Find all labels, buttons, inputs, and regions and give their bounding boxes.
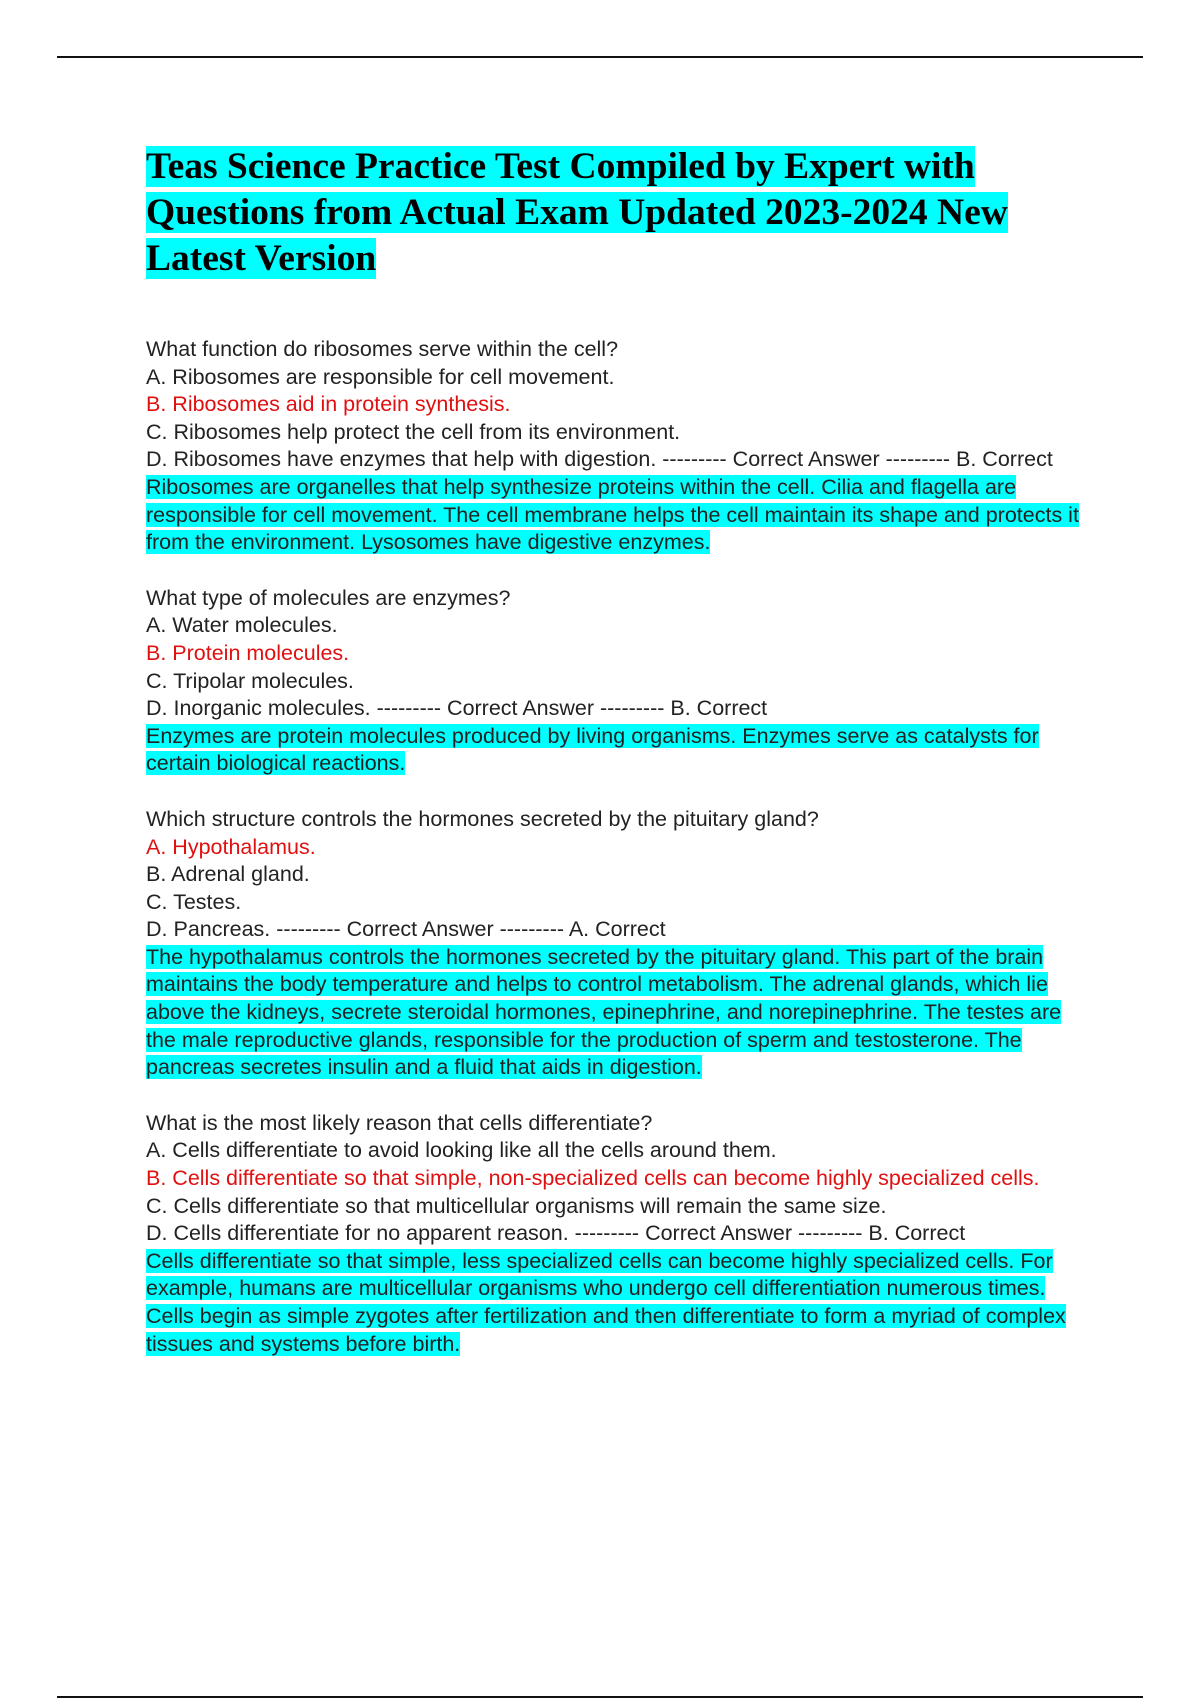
question-text: What function do ribosomes serve within the cell? — [146, 337, 619, 361]
document-page — [146, 144, 1094, 1358]
option-c: C. Testes. — [146, 889, 242, 914]
option-d-with-answer: D. Pancreas. --------- Correct Answer --------- A. Correct — [146, 917, 666, 942]
question-block-2 — [146, 585, 1094, 778]
explanation — [146, 474, 1094, 557]
option-d-with-answer: D. Cells differentiate for no apparent reason. --------- Correct Answer --------- B. Correct — [146, 1221, 966, 1246]
explanation — [146, 944, 1094, 1082]
option-a: A. Water molecules. — [146, 613, 338, 638]
document-title — [146, 144, 1094, 282]
explanation — [146, 723, 1094, 778]
question-text: Which structure controls the hormones secreted by the pituitary gland? — [146, 806, 819, 831]
option-b-correct: B. Ribosomes aid in protein synthesis. — [146, 392, 511, 417]
option-d-with-answer: D. Inorganic molecules. --------- Correct Answer --------- B. Correct — [146, 696, 768, 721]
question-block-4 — [146, 1110, 1094, 1358]
page-top-rule — [57, 56, 1143, 58]
question-text: What type of molecules are enzymes? — [146, 585, 511, 610]
option-b-correct: B. Cells differentiate so that simple, non-specialized cells can become highly specialized cells. — [146, 1166, 1040, 1191]
explanation-text: The hypothalamus controls the hormones secreted by the pituitary gland. This part of the brain maintains the body temperature and helps to control metabolism. The adrenal glands, which lie above the kidneys, secrete steroidal hormones, epinephrine, and norepinephrine. The testes are the male reproductive glands, responsible for the production of sperm and testosterone. The pancreas secretes insulin and a fluid that aids in digestion. — [146, 944, 1062, 1080]
explanation — [146, 1248, 1094, 1358]
question-text: What is the most likely reason that cells differentiate? — [146, 1110, 653, 1135]
option-a: A. Cells differentiate to avoid looking like all the cells around them. — [146, 1138, 777, 1163]
explanation-text: Ribosomes are organelles that help synthesize proteins within the cell. Cilia and flagella are responsible for cell movement. The cell membrane helps the cell maintain its shape and protects it from the environment. Lysosomes have digestive enzymes. — [146, 474, 1079, 555]
option-c: C. Cells differentiate so that multicellular organisms will remain the same size. — [146, 1193, 887, 1218]
option-a: A. Ribosomes are responsible for cell movement. — [146, 364, 615, 389]
question-block-1 — [146, 336, 1094, 557]
question-block-3 — [146, 806, 1094, 1082]
explanation-text: Cells differentiate so that simple, less specialized cells can become highly specialized cells. For example, humans are multicellular organisms who undergo cell differentiation numerous times. Cells begin as simple zygotes after fertilization and then differentiate to form a myriad of complex tissues and systems before birth. — [146, 1248, 1066, 1356]
document-title-text: Teas Science Practice Test Compiled by Expert with Questions from Actual Exam Updated 2023-2024 New Latest Version — [146, 146, 1008, 279]
option-c: C. Tripolar molecules. — [146, 668, 354, 693]
option-c: C. Ribosomes help protect the cell from its environment. — [146, 419, 681, 444]
explanation-text: Enzymes are protein molecules produced by living organisms. Enzymes serve as catalysts for certain biological reactions. — [146, 723, 1039, 776]
option-a-correct: A. Hypothalamus. — [146, 834, 316, 859]
option-b-correct: B. Protein molecules. — [146, 640, 350, 665]
page-bottom-rule — [57, 1696, 1143, 1698]
option-d-with-answer: D. Ribosomes have enzymes that help with digestion. --------- Correct Answer --------- B. Correct — [146, 447, 1053, 472]
option-b: B. Adrenal gland. — [146, 862, 310, 887]
